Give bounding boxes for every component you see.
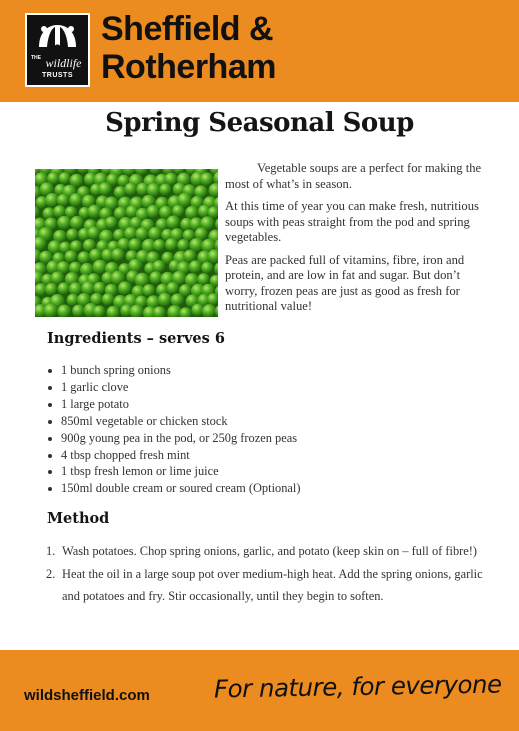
ingredient-item: 1 bunch spring onions (61, 362, 300, 379)
badger-icon (35, 21, 80, 53)
pea (167, 282, 180, 295)
method-step (46, 540, 492, 563)
peas-photo (35, 169, 218, 317)
pea (111, 248, 125, 262)
step-number: 1. (46, 544, 56, 558)
pea (105, 216, 118, 229)
method-step (46, 563, 492, 608)
pea (147, 205, 161, 219)
website-link[interactable]: wildsheffield.com (24, 687, 150, 704)
pea (88, 205, 102, 219)
pea (128, 238, 142, 252)
pea (78, 251, 91, 264)
pea (65, 250, 78, 263)
pea (57, 194, 70, 207)
method-heading: Method (47, 510, 110, 527)
org-name-line-2: Rotherham (101, 48, 276, 86)
ingredient-item: 900g young pea in the pod, or 250g frozen peas (61, 430, 300, 447)
header-banner (0, 0, 519, 102)
pea (149, 271, 162, 284)
tagline: For nature, for everyone (213, 669, 502, 704)
logo-text-trusts: TRUSTS (42, 72, 73, 79)
ingredients-list (47, 362, 300, 497)
pea (177, 239, 190, 252)
pea (45, 283, 58, 296)
pea (72, 305, 85, 318)
pea (59, 172, 72, 185)
ingredient-item: 150ml double cream or soured cream (Optional) (61, 481, 301, 496)
wildlife-trusts-logo[interactable] (25, 13, 90, 87)
logo-text-wildlife: wildlife (45, 56, 82, 70)
recipe-title: Spring Seasonal Soup (105, 108, 414, 138)
method-list (47, 540, 492, 608)
ingredient-item: 850ml vegetable or chicken stock (61, 413, 300, 430)
ingredients-heading: Ingredients – serves 6 (47, 330, 225, 347)
pea (66, 229, 79, 242)
ingredient-item: 4 tbsp chopped fresh mint (61, 447, 300, 464)
pea (153, 239, 166, 252)
pea (98, 182, 112, 196)
intro-paragraph-2: At this time of year you can make fresh, nutritious soups with peas straight from the pod and spring vegetables. (225, 199, 479, 244)
ingredient-item: 1 large potato (61, 396, 300, 413)
footer-banner (0, 650, 519, 731)
pea (201, 262, 213, 274)
pea (148, 227, 162, 241)
pea (159, 184, 171, 196)
pea (189, 260, 203, 274)
pea (102, 293, 115, 306)
ingredient-item: 1 garlic clove (61, 379, 300, 396)
ingredient-item: 1 tbsp fresh lemon or lime juice (61, 463, 300, 480)
pea (153, 260, 166, 273)
pea (93, 282, 106, 295)
pea (93, 260, 108, 275)
pea (171, 293, 185, 307)
pea (87, 227, 100, 240)
pea (69, 282, 83, 296)
intro-text (225, 161, 485, 322)
pea (70, 216, 84, 230)
pea (69, 193, 83, 207)
logo-text-the: THE (31, 55, 41, 61)
pea (118, 281, 132, 295)
pea (124, 183, 137, 196)
pea (158, 293, 172, 307)
step-text: Heat the oil in a large soup pot over medium-high heat. Add the spring onions, garlic and potatoes and fry. Stir occasionally, until they begin to soften. (62, 566, 483, 603)
pea (58, 282, 71, 295)
intro-paragraph-1: Vegetable soups are a perfect for making the most of what’s in season. (225, 161, 482, 191)
pea (166, 215, 180, 229)
pea (143, 284, 156, 297)
step-number: 2. (46, 566, 56, 581)
intro-paragraph-3: Peas are packed full of vitamins, fibre, iron and protein, and are low in fat and sugar. But don’t worry, frozen peas are just as good as fresh for nutritional value! (225, 252, 465, 313)
step-text: Wash potatoes. Chop spring onions, garlic, and potato (keep skin on – full of fibre!) (62, 544, 478, 558)
organisation-name (101, 10, 276, 86)
pea (57, 216, 71, 230)
org-name-line-1: Sheffield & (101, 10, 274, 48)
pea (165, 238, 178, 251)
